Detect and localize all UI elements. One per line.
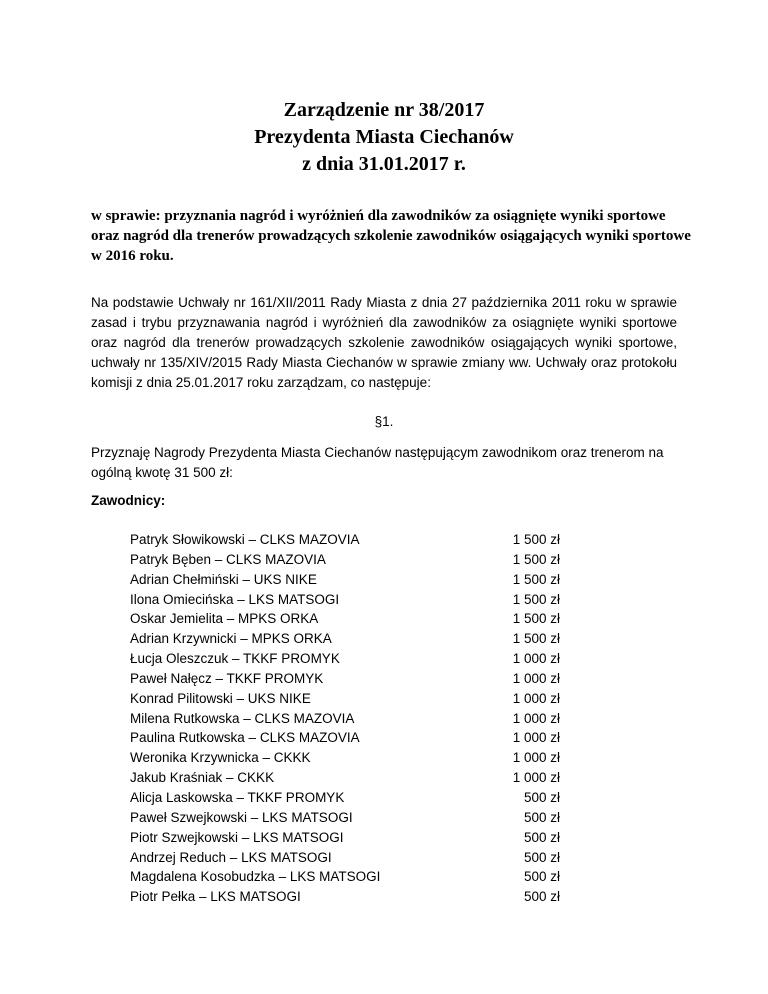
preamble-paragraph: Na podstawie Uchwały nr 161/XII/2011 Rady Miasta z dnia 27 października 2011 roku w sprawie zasad i trybu przyznawania nagród i wyróżnień dla zawodników za osiągnięte wyniki sportowe oraz nagród dla trenerów prowadzących szkolenie zawodników osiągających wyniki sportowe, uchwały nr 135/XIV/2015 Rady Miasta Ciechanów w sprawie zmiany ww. Uchwały oraz protokołu komisji z dnia 25.01.2017 roku zarządzam, co następuje:: [91, 295, 677, 390]
athlete-row: [130, 592, 560, 612]
athlete-row: [130, 730, 560, 750]
athlete-row: [130, 611, 560, 631]
athlete-name: Patryk Słowikowski – CLKS MAZOVIA: [130, 532, 360, 547]
athlete-name: Alicja Laskowska – TKKF PROMYK: [130, 789, 345, 805]
athlete-row: [130, 790, 560, 810]
athlete-name: Oskar Jemielita – MPKS ORKA: [130, 611, 319, 627]
athlete-row: [130, 810, 560, 830]
athlete-award-amount: 1 000 zł: [512, 750, 560, 766]
document-title-line-3: z dnia 31.01.2017 r.: [302, 153, 466, 175]
athlete-award-amount: 500 zł: [523, 889, 560, 905]
athlete-name: Patryk Bęben – CLKS MAZOVIA: [130, 551, 326, 567]
athlete-award-amount: 1 000 zł: [512, 770, 560, 786]
athlete-award-amount: 1 500 zł: [512, 551, 560, 567]
athlete-award-amount: 1 500 zł: [512, 571, 560, 587]
athletes-list: [130, 532, 560, 909]
document-title-line-2: Prezydenta Miasta Ciechanów: [254, 126, 514, 148]
athlete-name: Andrzej Reduch – LKS MATSOGI: [130, 849, 332, 865]
athlete-row: [130, 750, 560, 770]
athlete-name: Ilona Omiecińska – LKS MATSOGI: [130, 591, 340, 607]
athlete-name: Weronika Krzywnicka – CKKK: [130, 750, 311, 766]
athlete-row: [130, 869, 560, 889]
award-intro-paragraph: Przyznaję Nagrody Prezydenta Miasta Ciechanów następującym zawodnikom oraz trenerom na ogólną kwotę 31 500 zł:: [91, 445, 664, 480]
athlete-name: Piotr Szwejkowski – LKS MATSOGI: [130, 829, 344, 845]
athlete-name: Łucja Oleszczuk – TKKF PROMYK: [130, 651, 340, 667]
athlete-name: Paulina Rutkowska – CLKS MAZOVIA: [130, 730, 360, 746]
athlete-row: [130, 631, 560, 651]
athlete-award-amount: 500 zł: [523, 849, 560, 865]
athlete-award-amount: 1 500 zł: [512, 611, 560, 627]
athlete-name: Adrian Chełmiński – UKS NIKE: [130, 571, 317, 587]
athlete-award-amount: 500 zł: [523, 829, 560, 845]
athlete-award-amount: 500 zł: [523, 789, 560, 805]
athlete-name: Piotr Pełka – LKS MATSOGI: [130, 889, 301, 905]
athlete-row: [130, 770, 560, 790]
section-mark: §1.: [374, 414, 394, 429]
athlete-award-amount: 1 000 zł: [512, 670, 560, 686]
athlete-award-amount: 1 000 zł: [512, 730, 560, 746]
athlete-award-amount: 1 500 zł: [512, 631, 560, 647]
athlete-row: [130, 572, 560, 592]
athlete-award-amount: 1 000 zł: [512, 710, 560, 726]
athlete-name: Magdalena Kosobudzka – LKS MATSOGI: [130, 869, 381, 885]
athlete-name: Paweł Nałęcz – TKKF PROMYK: [130, 670, 324, 686]
athlete-name: Paweł Szwejkowski – LKS MATSOGI: [130, 809, 353, 825]
athlete-row: [130, 850, 560, 870]
athlete-row: [130, 830, 560, 850]
athlete-row: [130, 889, 560, 909]
athlete-row: [130, 651, 560, 671]
athlete-award-amount: 500 zł: [523, 809, 560, 825]
athlete-row: [130, 671, 560, 691]
athlete-award-amount: 1 000 zł: [512, 651, 560, 667]
athlete-award-amount: 500 zł: [523, 869, 560, 885]
athlete-name: Konrad Pilitowski – UKS NIKE: [130, 690, 311, 706]
athlete-name: Adrian Krzywnicki – MPKS ORKA: [130, 631, 332, 647]
athlete-award-amount: 1 000 zł: [512, 690, 560, 706]
athlete-name: Jakub Kraśniak – CKKK: [130, 770, 275, 786]
subject-paragraph: w sprawie: przyznania nagród i wyróżnień dla zawodników za osiągnięte wyniki sportowe oraz nagród dla trenerów prowadzących szkolenie zawodników osiągających wyniki sportowe w 2016 roku.: [91, 208, 691, 264]
athlete-row: [130, 532, 560, 552]
athlete-award-amount: 1 500 zł: [512, 532, 560, 547]
athlete-row: [130, 552, 560, 572]
athlete-award-amount: 1 500 zł: [512, 591, 560, 607]
athlete-name: Milena Rutkowska – CLKS MAZOVIA: [130, 710, 355, 726]
athlete-row: [130, 691, 560, 711]
athlete-row: [130, 711, 560, 731]
athletes-heading: Zawodnicy:: [91, 493, 166, 508]
document-title-line-1: Zarządzenie nr 38/2017: [283, 99, 485, 121]
